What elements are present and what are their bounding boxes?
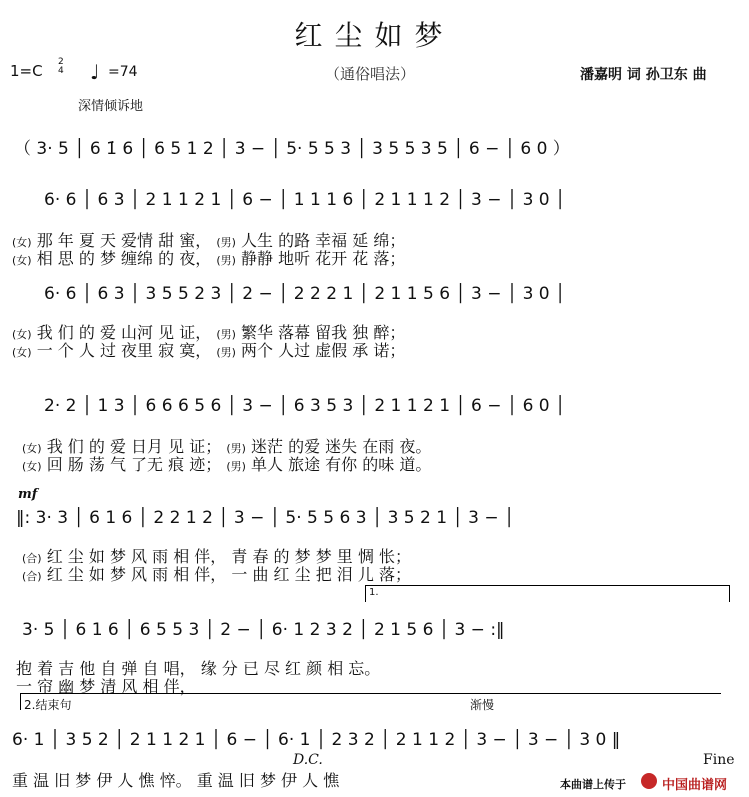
lyric-text: 红 尘 如 梦 风 雨 相 伴， 一 曲 红 尘 把 泪 儿 落； [46, 565, 411, 584]
voice-tag: (男) [216, 254, 236, 267]
voice-tag: (男) [216, 236, 236, 249]
second-ending-label: 2.结束句 [24, 698, 72, 712]
upload-notice: 本曲谱上传于 [560, 778, 626, 791]
lyric-text: 繁华 落幕 留我 独 醉； [241, 323, 406, 342]
voice-tag: (女) [22, 442, 42, 455]
voice-tag: (男) [216, 328, 236, 341]
tempo-change-marking: 渐慢 [470, 698, 495, 712]
score-line-7: 6· 1 │ 3 5 2 │ 2 1 1 2 1 │ 6 − │ 6· 1 │ 2 3 2 │ 2 1 1 2 │ 3 − │ 3 − │ 3 0 ‖ [12, 730, 621, 750]
lyric-line-5b [22, 562, 411, 585]
lyric-text: 人生 的路 幸福 延 绵； [241, 231, 406, 250]
dynamic-marking: mf [18, 487, 38, 502]
score-line-4: 2· 2 │ 1 3 │ 6 6 6 5 6 │ 3 − │ 6 3 5 3 │ 2 1 1 2 1 │ 6 − │ 6 0 │ [44, 396, 566, 416]
lyric-text: 两个 人过 虚假 承 诺； [241, 341, 406, 360]
voice-tag: (女) [12, 346, 32, 359]
voice-tag: (女) [22, 460, 42, 473]
score-line-6: 3· 5 │ 6 1 6 │ 6 5 5 3 │ 2 − │ 6· 1 2 3 2 │ 2 1 5 6 │ 3 − :‖ [22, 620, 505, 640]
second-ending-bracket [20, 693, 721, 710]
lyric-text: 我 们 的 爱 日月 见 证； [46, 437, 222, 456]
lyric-line-6b: 一 帘 幽 梦 清 风 相 伴， [16, 677, 196, 696]
voice-tag: (女) [12, 236, 32, 249]
site-logo-text[interactable]: 中国曲谱网 [662, 778, 728, 793]
lyric-text: 静静 地听 花开 花 落； [241, 249, 406, 268]
lyric-line-2b [12, 246, 405, 269]
subtitle: （通俗唱法） [325, 65, 416, 83]
lyric-text: 迷茫 的爱 迷失 在雨 夜。 [251, 437, 432, 456]
quarter-note-icon: ♩ [90, 60, 100, 84]
authors: 潘嘉明 词 孙卫东 曲 [580, 67, 707, 83]
score-line-1: （ 3· 5 │ 6 1̇ 6 │ 6 5 1 2 │ 3 − │ 5· 5 5 3 │ 3 5 5 3 5 │ 6 − │ 6 0 ） [14, 139, 570, 159]
key-signature: 1=C [10, 62, 43, 80]
voice-tag: (女) [12, 254, 32, 267]
voice-tag: (合) [22, 552, 42, 565]
score-line-2: 6· 6 │ 6 3 │ 2 1 1 2 1 │ 6 − │ 1 1 1 6 │ 2 1 1 1 2 │ 3 − │ 3 0 │ [44, 190, 566, 210]
lyric-text: 那 年 夏 天 爱情 甜 蜜， [36, 231, 212, 250]
lyric-line-4b [22, 452, 431, 475]
voice-tag: (男) [226, 442, 246, 455]
fine-marking: Fine [703, 752, 735, 768]
page-title: 红尘如梦 [294, 19, 455, 52]
expression-marking: 深情倾诉地 [78, 99, 144, 114]
voice-tag: (男) [216, 346, 236, 359]
time-signature [58, 58, 64, 76]
site-logo-icon [641, 773, 657, 789]
voice-tag: (合) [22, 570, 42, 583]
lyric-line-7: 重 温 旧 梦 伊 人 憔 悴。 重 温 旧 梦 伊 人 憔 [12, 771, 340, 790]
score-line-5: ‖: 3· 3 │ 6 1 6 │ 2 2 1 2 │ 3 − │ 5· 5 5 6 3 │ 3 5 2 1 │ 3 − │ [16, 508, 515, 528]
first-ending-bracket [365, 585, 730, 602]
lyric-line-3b [12, 338, 405, 361]
lyric-text: 相 思 的 梦 缠绵 的 夜， [36, 249, 212, 268]
score-line-3: 6· 6 │ 6 3 │ 3 5 5 2 3 │ 2 − │ 2 2 2 1 │ 2 1 1 5 6 │ 3 − │ 3 0 │ [44, 284, 566, 304]
lyric-line-6a: 抱 着 吉 他 自 弹 自 唱， 缘 分 已 尽 红 颜 相 忘。 [16, 659, 381, 678]
da-capo-marking: D.C. [293, 752, 323, 768]
lyric-text: 红 尘 如 梦 风 雨 相 伴， 青 春 的 梦 梦 里 惆 怅； [46, 547, 411, 566]
time-signature-bottom: 4 [58, 66, 64, 76]
lyric-text: 单人 旅途 有你 的味 道。 [251, 455, 432, 474]
voice-tag: (女) [12, 328, 32, 341]
voice-tag: (男) [226, 460, 246, 473]
lyric-text: 我 们 的 爱 山河 见 证， [36, 323, 212, 342]
lyric-text: 回 肠 荡 气 了无 痕 迹； [46, 455, 222, 474]
time-signature-top: 2 [58, 57, 64, 67]
first-ending-label: 1. [369, 587, 379, 598]
lyric-text: 一 个 人 过 夜里 寂 寞， [36, 341, 212, 360]
tempo-marking: =74 [108, 64, 138, 80]
